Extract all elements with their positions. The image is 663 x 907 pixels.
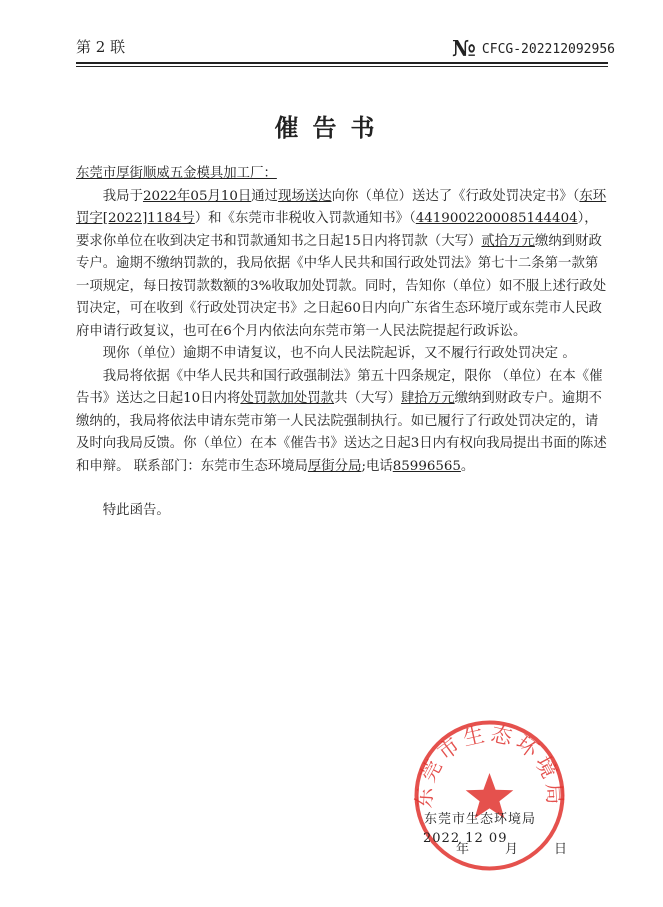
doc-number: CFCG-202212092956 (481, 42, 615, 57)
doc-number-block (452, 36, 615, 62)
month-char: 月 (505, 842, 555, 857)
paragraph-2: 现你（单位）逾期不申请复议，也不向人民法院起诉，又不履行行政处罚决定 。 (102, 346, 576, 361)
document-body (76, 163, 616, 523)
notice-number: 4419002200085144404 (415, 211, 578, 226)
paragraph-1 (76, 186, 609, 344)
seal-text: 东莞市生态环境局 (412, 721, 567, 810)
decision-number: 东环罚字[2022]1184号 (76, 188, 607, 226)
contact-phone: 85996565 (392, 458, 461, 474)
p3-text-4: ;电话 (361, 458, 393, 474)
header-rule-thin (76, 66, 608, 67)
p3-text-1: 我局将依据《中华人民共和国行政强制法》第五十四条规定，限你 （单位）在本《催告书》送达之日起10日内将 (76, 368, 603, 406)
date-sent: 2022年05月10日 (142, 188, 252, 204)
p1-text-4: ）和《东莞市非税收入罚款通知书》（ (194, 211, 416, 226)
penalty-type: 处罚款加处罚款 (240, 391, 335, 406)
copy-label: 第 2 联 (76, 38, 126, 56)
p1-text-1: 我局于 (102, 188, 143, 204)
header-rule-thick (76, 62, 608, 64)
document-title: 催告书 (274, 113, 389, 142)
addressee: 东莞市厚街顺威五金模具加工厂： (76, 166, 277, 181)
p3-text-5: 。 (460, 458, 475, 474)
p1-text-2: 通过 (251, 188, 279, 204)
fine-amount: 贰拾万元 (481, 233, 535, 249)
paragraph-3 (76, 366, 609, 479)
date-year: 2022 (423, 831, 461, 846)
sign-date-units (456, 838, 603, 857)
date-month: 12 (465, 831, 484, 846)
p3-text-2: 共（大写） (334, 391, 402, 406)
contact-department: 厚街分局 (307, 458, 362, 474)
p3-text-3: 缴纳到财政专户。逾期不缴纳的，我局将依法申请东莞市第一人民法院强制执行。如已履行了行政处罚决定的，请及时向我局反馈。你（单位）在本《催告书》送达之日起3日内有权向我局提出书面的陈述和申辩。 联系部门：东莞市生态环境局 (76, 391, 607, 474)
closing-line: 特此函告。 (102, 503, 170, 518)
p1-text-5: ），要求你单位在收到决定书和罚款通知书之日起15日内将罚款（大写） (76, 211, 598, 249)
year-char: 年 (456, 842, 506, 857)
p1-text-6: 缴纳到财政专户。逾期不缴纳罚款的，我局依据《中华人民共和国行政处罚法》第七十二条第一款第一项规定，每日按罚款数额的3%收取加处罚款。同时，告知你（单位）如不服上述行政处罚决定，可在收到《行政处罚决定书》之日起60日内向广东省生态环境厅或东莞市人民政府申请行政复议，也可在6个月内依法向东莞市第一人民法院提起行政诉讼。 (76, 233, 607, 339)
delivery-method: 现场送达 (278, 188, 332, 204)
date-day: 09 (488, 831, 508, 846)
number-symbol: № (452, 36, 476, 62)
total-amount: 肆拾万元 (401, 391, 455, 406)
day-char: 日 (554, 842, 604, 857)
p1-text-3: 向你（单位）送达了《行政处罚决定书》（ (331, 188, 580, 204)
signing-organization: 东莞市生态环境局 (424, 812, 537, 827)
